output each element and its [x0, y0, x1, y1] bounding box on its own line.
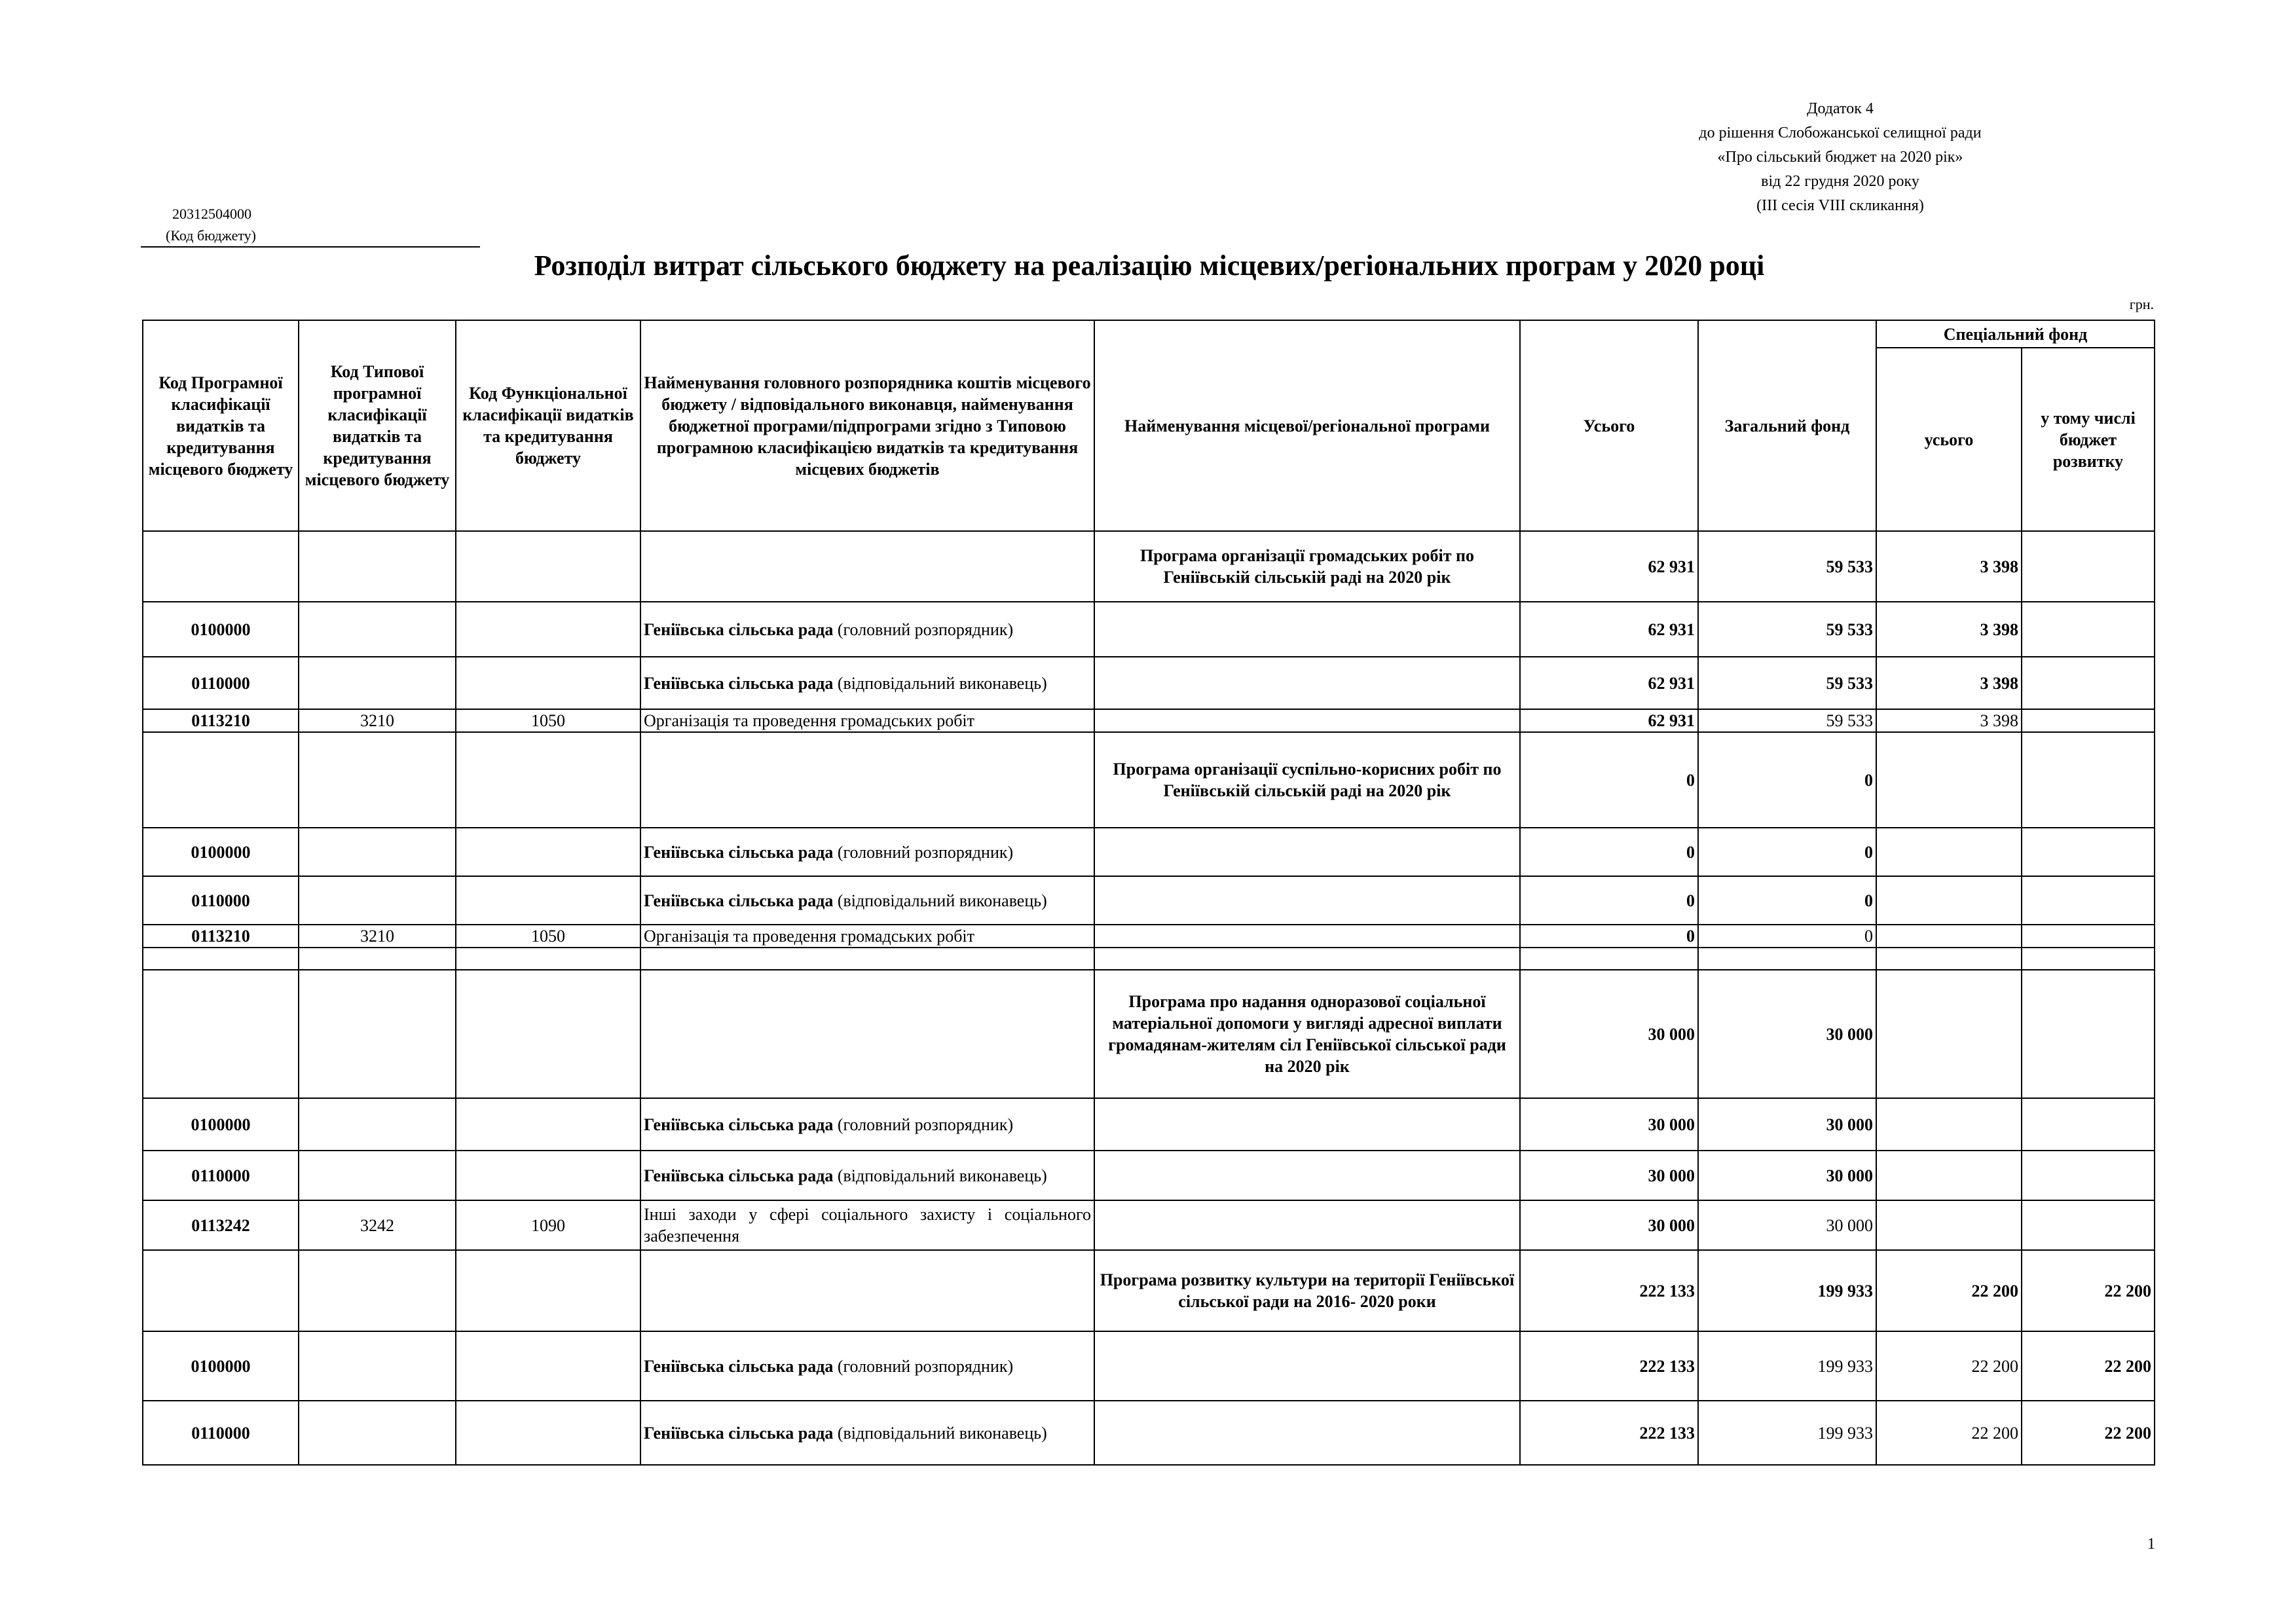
program-name-cell [1094, 657, 1520, 709]
functional-code-cell: 1050 [456, 925, 640, 948]
functional-code-cell [456, 1331, 640, 1401]
development-budget-cell [2022, 828, 2155, 876]
table-row [143, 1098, 2155, 1151]
special-fund-cell: 22 200 [1876, 1331, 2022, 1401]
manager-name-cell [640, 1250, 1094, 1331]
program-name-cell: Програма організації суспільно-корисних робіт по Геніївській сільській раді на 2020 рік [1094, 732, 1520, 828]
program-code-cell: 0110000 [143, 657, 299, 709]
typical-code-cell [299, 876, 456, 925]
header-functional-code: Код Функціональної класифікації видатків та кредитування бюджету [456, 320, 640, 531]
table-row [143, 657, 2155, 709]
manager-name-cell [640, 709, 1094, 732]
general-fund-cell: 59 533 [1698, 531, 1876, 602]
development-budget-cell [2022, 732, 2155, 828]
special-fund-cell [1876, 732, 2022, 828]
program-code-cell: 0113210 [143, 709, 299, 732]
development-budget-cell: 22 200 [2022, 1250, 2155, 1331]
manager-role: Інші заходи у сфері соціального захисту і соціального забезпечення [644, 1205, 1091, 1246]
development-budget-cell [2022, 602, 2155, 657]
typical-code-cell [299, 948, 456, 970]
functional-code-cell [456, 970, 640, 1098]
typical-code-cell: 3210 [299, 709, 456, 732]
functional-code-cell [456, 1151, 640, 1200]
general-fund-cell: 30 000 [1698, 970, 1876, 1098]
header-general-fund: Загальний фонд [1698, 320, 1876, 531]
general-fund-cell [1698, 948, 1876, 970]
appendix-header [1611, 97, 2069, 218]
total-cell: 62 931 [1520, 602, 1698, 657]
special-fund-cell [1876, 925, 2022, 948]
programs-table [142, 320, 2155, 1466]
total-cell: 0 [1520, 828, 1698, 876]
total-cell: 62 931 [1520, 709, 1698, 732]
functional-code-cell [456, 657, 640, 709]
program-code-cell: 0110000 [143, 876, 299, 925]
appendix-date: від 22 грудня 2020 року [1761, 173, 1919, 190]
functional-code-cell [456, 876, 640, 925]
development-budget-cell [2022, 970, 2155, 1098]
program-code-cell: 0110000 [143, 1401, 299, 1465]
manager-role: (відповідальний виконавець) [833, 1423, 1047, 1443]
program-code-cell: 0110000 [143, 1151, 299, 1200]
header-program-name: Найменування місцевої/регіональної програми [1094, 320, 1520, 531]
manager-name-cell [640, 1401, 1094, 1465]
general-fund-cell: 199 933 [1698, 1331, 1876, 1401]
total-cell: 62 931 [1520, 657, 1698, 709]
manager-name-cell [640, 531, 1094, 602]
budget-code-block [141, 203, 455, 248]
general-fund-cell: 59 533 [1698, 602, 1876, 657]
program-code-cell: 0113242 [143, 1200, 299, 1250]
currency-unit: грн. [2129, 296, 2154, 312]
table-row [143, 925, 2155, 948]
special-fund-cell: 3 398 [1876, 531, 2022, 602]
manager-name-cell [640, 1200, 1094, 1250]
manager-name-cell [640, 1331, 1094, 1401]
development-budget-cell [2022, 1200, 2155, 1250]
general-fund-cell: 30 000 [1698, 1098, 1876, 1151]
program-code-cell: 0100000 [143, 602, 299, 657]
special-fund-cell: 3 398 [1876, 657, 2022, 709]
appendix-number: Додаток 4 [1807, 100, 1874, 117]
special-fund-cell [1876, 948, 2022, 970]
program-name-cell [1094, 828, 1520, 876]
special-fund-cell [1876, 1200, 2022, 1250]
manager-role: (головний розпорядник) [833, 619, 1014, 639]
program-name-cell [1094, 925, 1520, 948]
development-budget-cell [2022, 531, 2155, 602]
manager-name-bold: Геніївська сільська рада [644, 619, 834, 639]
total-cell: 30 000 [1520, 970, 1698, 1098]
functional-code-cell [456, 531, 640, 602]
special-fund-cell: 3 398 [1876, 602, 2022, 657]
special-fund-cell [1876, 876, 2022, 925]
typical-code-cell [299, 531, 456, 602]
typical-code-cell [299, 1401, 456, 1465]
program-name-cell [1094, 1200, 1520, 1250]
typical-code-cell: 3242 [299, 1200, 456, 1250]
table-row [143, 1151, 2155, 1200]
special-fund-cell [1876, 1098, 2022, 1151]
program-name-cell: Програма про надання одноразової соціальної матеріальної допомоги у вигляді адресної виплати громадянам-жителям сіл Геніївської сільської ради на 2020 рік [1094, 970, 1520, 1098]
manager-name-cell [640, 657, 1094, 709]
table-row [143, 602, 2155, 657]
typical-code-cell [299, 1098, 456, 1151]
typical-code-cell [299, 1250, 456, 1331]
development-budget-cell: 22 200 [2022, 1331, 2155, 1401]
special-fund-cell: 22 200 [1876, 1250, 2022, 1331]
general-fund-cell: 0 [1698, 925, 1876, 948]
general-fund-cell: 30 000 [1698, 1151, 1876, 1200]
development-budget-cell [2022, 709, 2155, 732]
manager-name-bold: Геніївська сільська рада [644, 891, 834, 910]
total-cell: 222 133 [1520, 1250, 1698, 1331]
manager-role: (головний розпорядник) [833, 1115, 1014, 1134]
table-row [143, 948, 2155, 970]
typical-code-cell [299, 828, 456, 876]
manager-name-cell [640, 970, 1094, 1098]
typical-code-cell [299, 970, 456, 1098]
manager-role: (головний розпорядник) [833, 1356, 1014, 1376]
special-fund-cell [1876, 828, 2022, 876]
program-name-cell [1094, 876, 1520, 925]
general-fund-cell: 59 533 [1698, 657, 1876, 709]
special-fund-cell: 3 398 [1876, 709, 2022, 732]
program-code-cell [143, 1250, 299, 1331]
program-row [143, 531, 2155, 602]
general-fund-cell: 0 [1698, 732, 1876, 828]
typical-code-cell [299, 1151, 456, 1200]
special-fund-cell [1876, 970, 2022, 1098]
manager-role: Організація та проведення громадських робіт [644, 711, 975, 730]
program-code-cell [143, 970, 299, 1098]
program-name-cell [1094, 1401, 1520, 1465]
total-cell: 0 [1520, 925, 1698, 948]
total-cell: 30 000 [1520, 1200, 1698, 1250]
table-row [143, 1200, 2155, 1250]
program-row [143, 732, 2155, 828]
header-special-fund: Спеціальний фонд [1876, 320, 2155, 348]
header-development-budget: у тому числі бюджет розвитку [2022, 348, 2155, 531]
program-name-cell [1094, 948, 1520, 970]
typical-code-cell [299, 657, 456, 709]
total-cell: 222 133 [1520, 1401, 1698, 1465]
manager-role: (відповідальний виконавець) [833, 1166, 1047, 1185]
manager-name-cell [640, 602, 1094, 657]
typical-code-cell [299, 602, 456, 657]
general-fund-cell: 199 933 [1698, 1401, 1876, 1465]
manager-name-cell [640, 925, 1094, 948]
program-row [143, 970, 2155, 1098]
typical-code-cell: 3210 [299, 925, 456, 948]
general-fund-cell: 199 933 [1698, 1250, 1876, 1331]
special-fund-cell: 22 200 [1876, 1401, 2022, 1465]
functional-code-cell: 1090 [456, 1200, 640, 1250]
appendix-decision-title: «Про сільський бюджет на 2020 рік» [1717, 149, 1963, 166]
manager-name-bold: Геніївська сільська рада [644, 1356, 834, 1376]
manager-role: (головний розпорядник) [833, 842, 1014, 862]
manager-name-cell [640, 1098, 1094, 1151]
total-cell: 30 000 [1520, 1151, 1698, 1200]
budget-code-value: 20312504000 [172, 206, 251, 222]
typical-code-cell [299, 732, 456, 828]
special-fund-cell [1876, 1151, 2022, 1200]
development-budget-cell: 22 200 [2022, 1401, 2155, 1465]
development-budget-cell [2022, 876, 2155, 925]
program-row [143, 1250, 2155, 1331]
total-cell: 222 133 [1520, 1331, 1698, 1401]
program-name-cell: Програма організації громадських робіт по Геніївській сільській раді на 2020 рік [1094, 531, 1520, 602]
typical-code-cell [299, 1331, 456, 1401]
appendix-decision: до рішення Слобожанської селищної ради [1699, 124, 1982, 141]
header-typical-code: Код Типової програмної класифікації видатків та кредитування місцевого бюджету [299, 320, 456, 531]
functional-code-cell: 1050 [456, 709, 640, 732]
total-cell [1520, 948, 1698, 970]
total-cell: 0 [1520, 732, 1698, 828]
page-number: 1 [2147, 1536, 2155, 1553]
budget-code-label: (Код бюджету) [141, 225, 480, 248]
table-row [143, 876, 2155, 925]
manager-name-bold: Геніївська сільська рада [644, 673, 834, 693]
program-name-cell [1094, 602, 1520, 657]
functional-code-cell [456, 948, 640, 970]
program-name-cell [1094, 1331, 1520, 1401]
appendix-session: (ІІІ сесія VIII скликання) [1756, 197, 1924, 214]
program-code-cell [143, 948, 299, 970]
functional-code-cell [456, 1250, 640, 1331]
program-name-cell [1094, 709, 1520, 732]
general-fund-cell: 59 533 [1698, 709, 1876, 732]
manager-name-bold: Геніївська сільська рада [644, 1166, 834, 1185]
development-budget-cell [2022, 1098, 2155, 1151]
general-fund-cell: 0 [1698, 828, 1876, 876]
manager-name-bold: Геніївська сільська рада [644, 1423, 834, 1443]
program-code-cell [143, 732, 299, 828]
functional-code-cell [456, 602, 640, 657]
manager-name-cell [640, 948, 1094, 970]
manager-name-cell [640, 876, 1094, 925]
functional-code-cell [456, 1098, 640, 1151]
development-budget-cell [2022, 1151, 2155, 1200]
program-name-cell [1094, 1098, 1520, 1151]
development-budget-cell [2022, 925, 2155, 948]
program-code-cell: 0100000 [143, 1331, 299, 1401]
table-row [143, 1331, 2155, 1401]
manager-name-cell [640, 828, 1094, 876]
header-total: Усього [1520, 320, 1698, 531]
table-row [143, 1401, 2155, 1465]
development-budget-cell [2022, 657, 2155, 709]
manager-name-cell [640, 1151, 1094, 1200]
program-name-cell [1094, 1151, 1520, 1200]
program-code-cell [143, 531, 299, 602]
total-cell: 0 [1520, 876, 1698, 925]
header-program-code: Код Програмної класифікації видатків та кредитування місцевого бюджету [143, 320, 299, 531]
program-code-cell: 0100000 [143, 828, 299, 876]
table-row [143, 828, 2155, 876]
functional-code-cell [456, 828, 640, 876]
manager-name-cell [640, 732, 1094, 828]
functional-code-cell [456, 732, 640, 828]
functional-code-cell [456, 1401, 640, 1465]
program-name-cell: Програма розвитку культури на території Геніївської сільської ради на 2016- 2020 роки [1094, 1250, 1520, 1331]
header-special-total: усього [1876, 348, 2022, 531]
total-cell: 30 000 [1520, 1098, 1698, 1151]
total-cell: 62 931 [1520, 531, 1698, 602]
manager-name-bold: Геніївська сільська рада [644, 1115, 834, 1134]
general-fund-cell: 30 000 [1698, 1200, 1876, 1250]
general-fund-cell: 0 [1698, 876, 1876, 925]
manager-role: (відповідальний виконавець) [833, 673, 1047, 693]
program-code-cell: 0113210 [143, 925, 299, 948]
development-budget-cell [2022, 948, 2155, 970]
header-manager-name: Найменування головного розпорядника коштів місцевого бюджету / відповідального виконавця, найменування бюджетної програми/підпрограми згідно з Типовою програмною класифікацією видатків та кредитування місцевих бюджетів [640, 320, 1094, 531]
manager-role: (відповідальний виконавець) [833, 891, 1047, 910]
program-code-cell: 0100000 [143, 1098, 299, 1151]
document-title: Розподіл витрат сільського бюджету на реалізацію місцевих/регіональних програм у 2020 році [534, 249, 1765, 282]
manager-role: Організація та проведення громадських робіт [644, 927, 975, 946]
table-row [143, 709, 2155, 732]
manager-name-bold: Геніївська сільська рада [644, 842, 834, 862]
